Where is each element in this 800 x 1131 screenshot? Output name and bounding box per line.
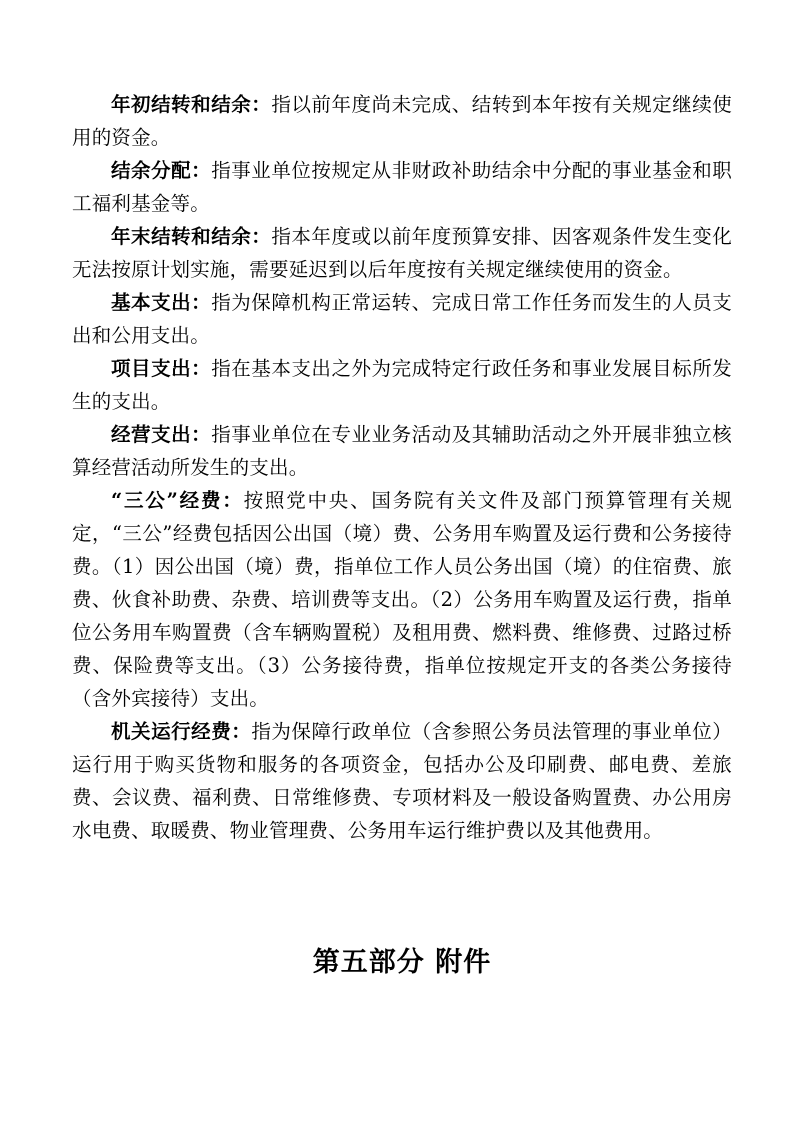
paragraph-year-begin-carryover	[72, 88, 732, 154]
term-definition: 指事业单位按规定从非财政补助结余中分配的事业基金和职工福利基金等。	[72, 159, 732, 215]
term-label: 机关运行经费：	[111, 720, 252, 743]
paragraph-operating-expenditure	[72, 418, 732, 484]
paragraph-year-end-carryover	[72, 220, 732, 286]
term-label: 基本支出：	[111, 291, 212, 314]
term-definition: 指在基本支出之外为完成特定行政任务和事业发展目标所发生的支出。	[72, 357, 732, 413]
term-label: 项目支出：	[111, 357, 212, 380]
term-label: 年初结转和结余：	[111, 93, 272, 116]
term-definition: 指为保障行政单位（含参照公务员法管理的事业单位）运行用于购买货物和服务的各项资金，包括办公及印刷费、邮电费、差旅费、会议费、福利费、日常维修费、专项材料及一般设备购置费、办公用房水电费、取暖费、物业管理费、公务用车运行维护费以及其他费用。	[72, 720, 732, 842]
term-label: “三公”经费：	[111, 489, 244, 512]
paragraph-agency-operating-funds	[72, 715, 732, 847]
paragraph-three-public-funds	[72, 484, 732, 715]
paragraph-surplus-distribution	[72, 154, 732, 220]
document-body	[72, 88, 732, 978]
term-definition: 指本年度或以前年度预算安排、因客观条件发生变化无法按原计划实施，需要延迟到以后年度按有关规定继续使用的资金。	[72, 225, 732, 281]
paragraph-basic-expenditure	[72, 286, 732, 352]
term-definition: 按照党中央、国务院有关文件及部门预算管理有关规定，“三公”经费包括因公出国（境）费、公务用车购置及运行费和公务接待费。（1）因公出国（境）费，指单位工作人员公务出国（境）的住宿费、旅费、伙食补助费、杂费、培训费等支出。（2）公务用车购置及运行费，指单位公务用车购置费（含车辆购置税）及租用费、燃料费、维修费、过路过桥费、保险费等支出。（3）公务接待费，指单位按规定开支的各类公务接待（含外宾接待）支出。	[72, 489, 732, 710]
paragraph-project-expenditure	[72, 352, 732, 418]
term-label: 年末结转和结余：	[111, 225, 272, 248]
term-label: 结余分配：	[111, 159, 212, 182]
term-label: 经营支出：	[111, 423, 212, 446]
term-definition: 指为保障机构正常运转、完成日常工作任务而发生的人员支出和公用支出。	[72, 291, 732, 347]
section-title: 第五部分 附件	[312, 947, 492, 978]
term-definition: 指事业单位在专业业务活动及其辅助活动之外开展非独立核算经营活动所发生的支出。	[72, 423, 732, 479]
term-definition: 指以前年度尚未完成、结转到本年按有关规定继续使用的资金。	[72, 93, 732, 149]
